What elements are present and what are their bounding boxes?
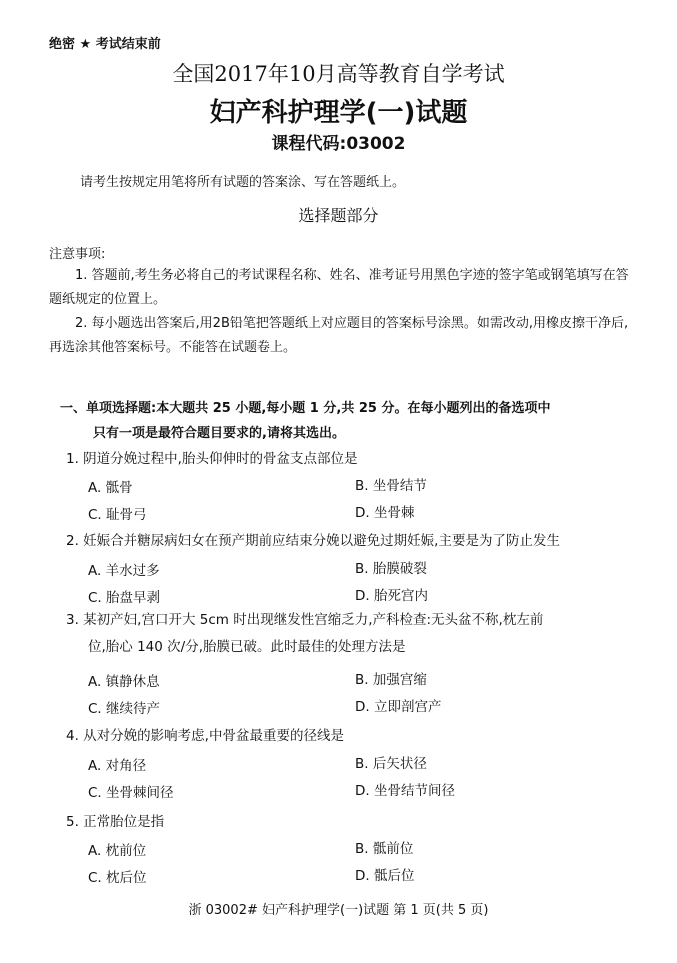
note-item: 2. 每小题选出答案后,用2B铅笔把答题纸上对应题目的答案标号涂黑。如需改动,用橡皮擦干净后,再选涂其他答案标号。不能答在试题卷上。: [49, 316, 629, 355]
question-stem: [66, 607, 636, 661]
general-instruction: 请考生按规定用笔将所有试题的答案涂、写在答题纸上。: [80, 175, 406, 190]
confidential-label: 绝密 ★ 考试结束前: [49, 37, 161, 52]
part-heading: [60, 396, 640, 446]
option-d: D. 骶后位: [355, 868, 415, 884]
part-heading-line: 一、单项选择题:本大题共 25 小题,每小题 1 分,共 25 分。在每小题列出的备选项中: [60, 401, 551, 416]
option-b: B. 加强宫缩: [355, 672, 427, 688]
option-b: B. 胎膜破裂: [355, 561, 427, 577]
option-b: B. 后矢状径: [355, 756, 427, 772]
option-a: A. 枕前位: [88, 843, 147, 859]
question-stem: 4. 从对分娩的影响考虑,中骨盆最重要的径线是: [66, 728, 344, 744]
option-c: C. 枕后位: [88, 870, 147, 886]
option-b: B. 坐骨结节: [355, 478, 427, 494]
notes-heading: 注意事项:: [49, 247, 106, 262]
option-d: D. 坐骨棘: [355, 505, 415, 521]
question-stem-line: 3. 某初产妇,宫口开大 5cm 时出现继发性宫缩乏力,产科检查:无头盆不称,枕左前: [66, 612, 544, 628]
option-a: A. 羊水过多: [88, 563, 160, 579]
option-d: D. 立即剖宫产: [355, 699, 442, 715]
exam-session-line: 全国2017年10月高等教育自学考试: [172, 62, 505, 86]
question-stem-line: 位,胎心 140 次/分,胎膜已破。此时最佳的处理方法是: [88, 639, 406, 655]
option-d: D. 胎死宫内: [355, 588, 428, 604]
option-d: D. 坐骨结节间径: [355, 783, 455, 799]
question-stem: 1. 阴道分娩过程中,胎头仰伸时的骨盆支点部位是: [66, 451, 358, 467]
page-title: 妇产科护理学(一)试题: [209, 98, 468, 128]
option-a: A. 镇静休息: [88, 674, 160, 690]
option-c: C. 胎盘早剥: [88, 590, 161, 606]
option-c: C. 继续待产: [88, 701, 161, 717]
course-code: 课程代码:03002: [271, 134, 406, 154]
option-c: C. 坐骨棘间径: [88, 785, 174, 801]
note-item: 1. 答题前,考生务必将自己的考试课程名称、姓名、准考证号用黑色字迹的签字笔或钢笔填写在答题纸规定的位置上。: [49, 268, 629, 307]
option-a: A. 对角径: [88, 758, 147, 774]
option-b: B. 骶前位: [355, 841, 414, 857]
section-title: 选择题部分: [298, 206, 379, 225]
part-heading-line: 只有一项是最符合题目要求的,请将其选出。: [93, 426, 345, 441]
page-footer: 浙 03002# 妇产科护理学(一)试题 第 1 页(共 5 页): [188, 903, 489, 918]
option-a: A. 骶骨: [88, 480, 133, 496]
question-stem: 2. 妊娠合并糖尿病妇女在预产期前应结束分娩以避免过期妊娠,主要是为了防止发生: [66, 533, 560, 549]
option-c: C. 耻骨弓: [88, 507, 147, 523]
question-stem: 5. 正常胎位是指: [66, 814, 165, 830]
